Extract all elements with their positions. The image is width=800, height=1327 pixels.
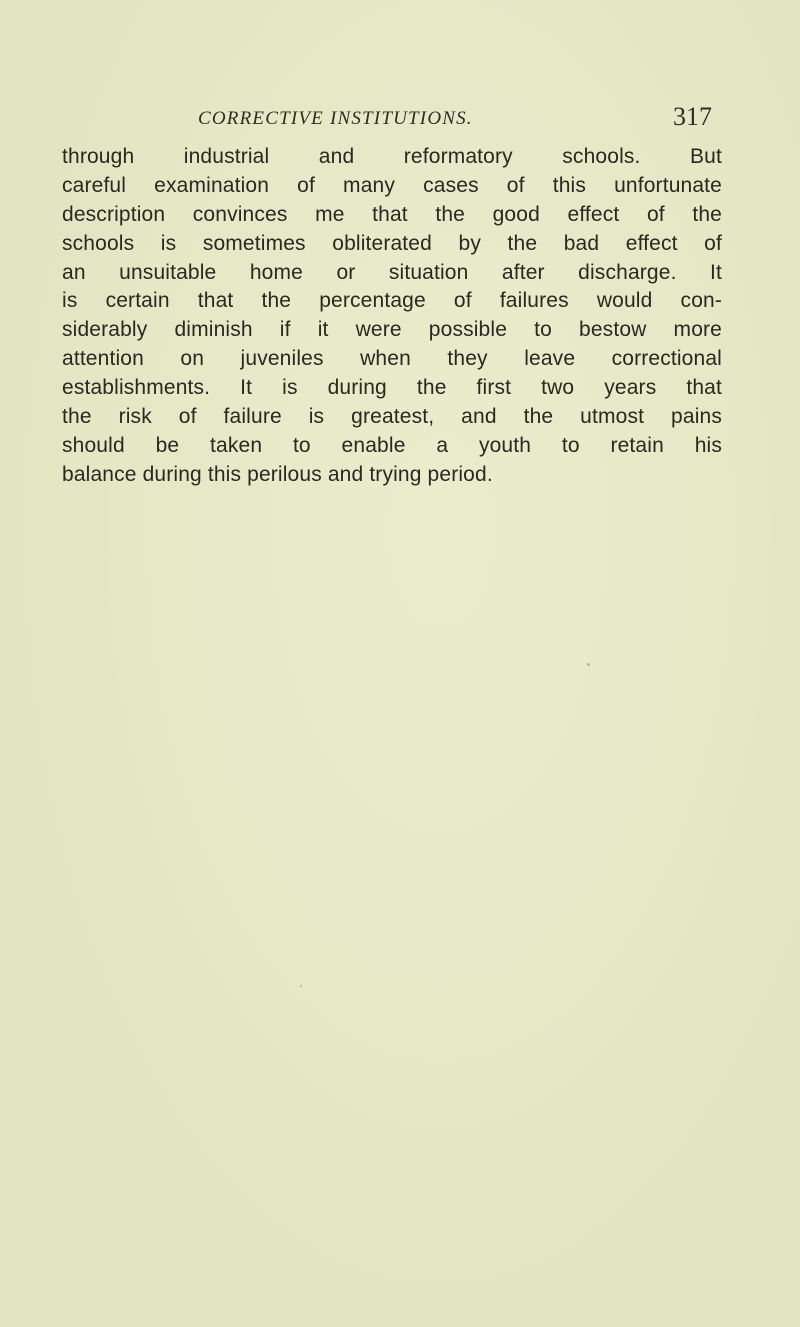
paper-speck (300, 985, 302, 987)
text-line: should be taken to enable a youth to retain his (62, 433, 722, 457)
text-line: is certain that the percentage of failures would con- (62, 289, 722, 313)
paper-speck (587, 663, 590, 666)
page-number: 317 (673, 102, 712, 131)
running-head (190, 104, 712, 136)
body-text (62, 143, 722, 490)
running-title: CORRECTIVE INSTITUTIONS. (198, 108, 473, 129)
text-line: the risk of failure is greatest, and the utmost pains (62, 405, 722, 429)
text-line: an unsuitable home or situation after discharge. It (62, 260, 722, 284)
text-line: description convinces me that the good effect of the (62, 202, 722, 226)
text-line: attention on juveniles when they leave correctional (62, 347, 722, 371)
text-line: balance during this perilous and trying period. (62, 462, 493, 486)
text-line: establishments. It is during the first two years that (62, 376, 722, 400)
text-line: through industrial and reformatory schools. But (62, 145, 722, 168)
text-line: siderably diminish if it were possible to bestow more (62, 318, 722, 342)
text-line: careful examination of many cases of this unfortunate (62, 173, 722, 197)
text-line: schools is sometimes obliterated by the bad effect of (62, 231, 722, 255)
